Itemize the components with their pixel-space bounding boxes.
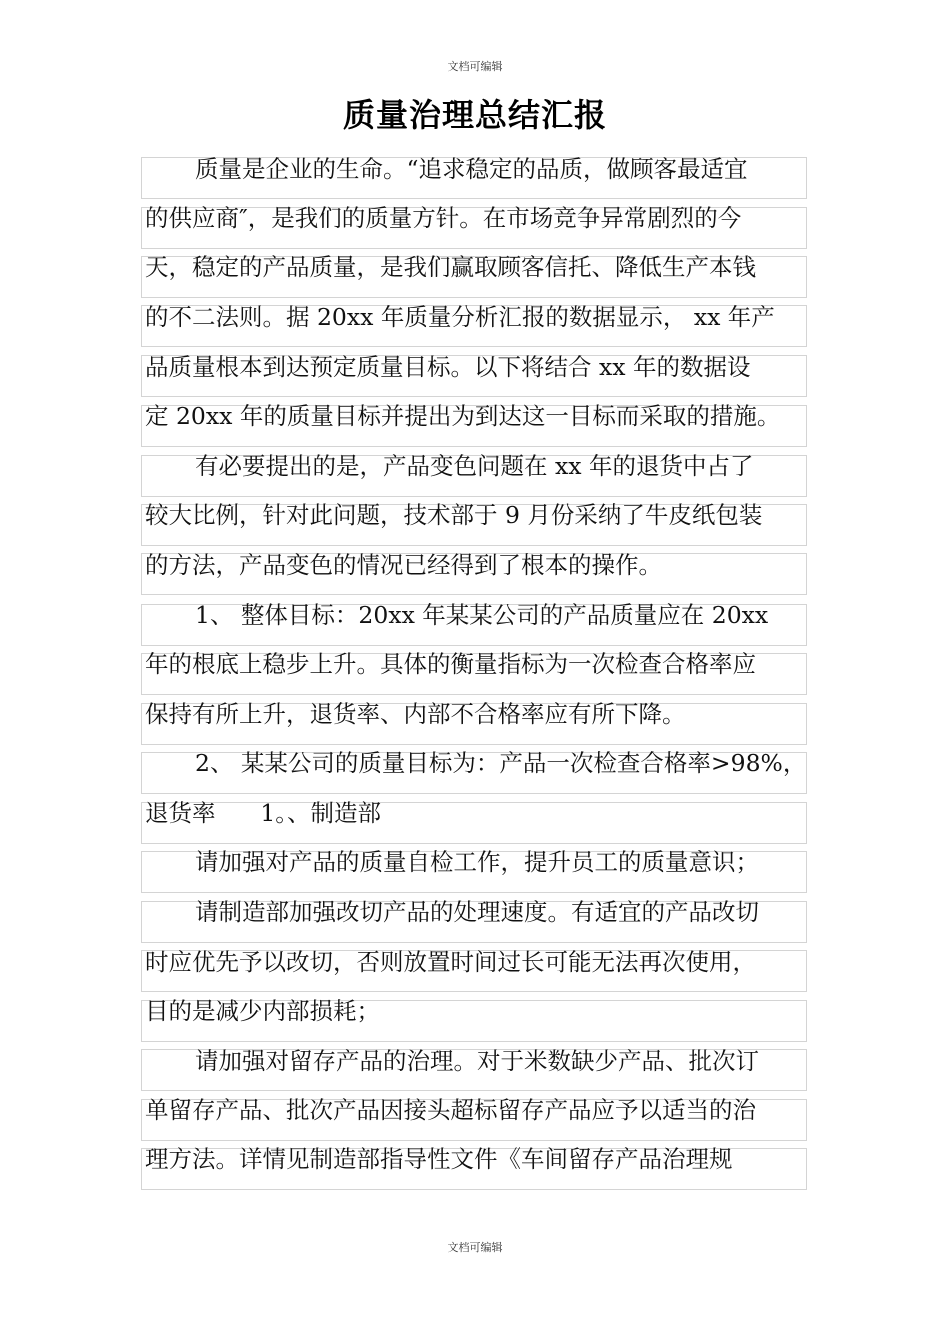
text-line: 目的是减少内部损耗； [145,997,380,1025]
page-header-note: 文档可编辑 [447,60,503,73]
text-line: 的方法，产品变色的情况已经得到了根本的操作。 [145,551,662,579]
text-line: 较大比例，针对此问题，技术部于 9 月份采纳了牛皮纸包装 [145,501,763,529]
text-line: 年的根底上稳步上升。具体的衡量指标为一次检查合格率应 [145,650,756,678]
page-footer-note: 文档可编辑 [447,1241,503,1254]
text-line: 保持有所上升，退货率、内部不合格率应有所下降。 [145,700,686,728]
text-line: 请制造部加强改切产品的处理速度。有适宜的产品改切 [195,898,759,926]
text-line: 的不二法则。据 20xx 年质量分析汇报的数据显示， xx 年产 [145,303,775,331]
text-line: 退货率 1。、制造部 [145,799,382,827]
text-line: 请加强对留存产品的治理。对于米数缺少产品、批次订 [195,1047,759,1075]
text-line: 请加强对产品的质量自检工作，提升员工的质量意识； [195,848,759,876]
text-line: 的供应商″，是我们的质量方针。在市场竞争异常剧烈的今 [145,204,742,232]
text-line: 理方法。详情见制造部指导性文件《车间留存产品治理规 [145,1145,733,1173]
text-line: 定 20xx 年的质量目标并提出为到达这一目标而采取的措施。 [145,402,781,430]
text-line: 时应优先予以改切，否则放置时间过长可能无法再次使用， [145,948,756,976]
text-line: 天，稳定的产品质量，是我们赢取顾客信托、降低生产本钱 [145,253,756,281]
text-line: 质量是企业的生命。“追求稳定的品质，做顾客最适宜 [195,155,748,183]
text-line: 品质量根本到达预定质量目标。以下将结合 xx 年的数据设 [145,353,751,381]
text-line: 有必要提出的是，产品变色问题在 xx 年的退货中占了 [195,452,754,480]
text-line: 单留存产品、批次产品因接头超标留存产品应予以适当的治 [145,1096,756,1124]
text-line: 1、 整体目标：20xx 年某某公司的产品质量应在 20xx [195,601,769,629]
document-title: 质量治理总结汇报 [342,96,607,134]
text-line: 2、 某某公司的质量目标为：产品一次检查合格率>98%， [195,749,807,777]
